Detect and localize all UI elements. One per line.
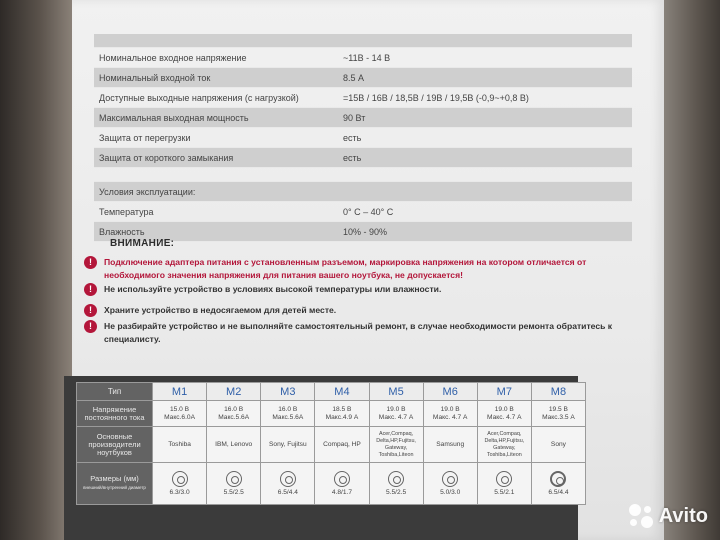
table-surface-left [0, 0, 72, 540]
exclamation-icon: ! [84, 304, 97, 317]
spec-row: Номинальное входное напряжение ~11В - 14 В [94, 48, 632, 68]
avito-watermark: Avito [627, 502, 708, 530]
table-row: Основные производители ноутбуков Toshiba IBM, Lenovo Sony, Fujitsu Compaq, HP Acer,Compaq, Delta,HP,Fujitsu, Gateway, Toshiba,Liteon Samsung Acer,Compaq, Delta,HP,Fujitsu, Gateway, Toshiba,Liteon Sony [77, 427, 586, 463]
table-row: Напряжение постоянного тока 15.0 В Макс.6.0A 16.0 В Макс.5.6A 16.0 В Макс.5.6A 18.5 В Макс.4.9 A 19.0 В Макс. 4.7 A 19.0 В Макс. 4.7 A 19.0 В Макс. 4.7 A 19.5 В Макс.3.5 A [77, 401, 586, 427]
conditions-heading: Условия эксплуатации: [94, 182, 632, 202]
dc-plug-icon [496, 471, 512, 487]
dc-plug-icon [334, 471, 350, 487]
spec-row: Доступные выходные напряжения (с нагрузкой) =15В / 16В / 18,5В / 19В / 19,5В (-0,9~+0,8 В) [94, 88, 632, 108]
spec-row: Защита от короткого замыкания есть [94, 148, 632, 168]
spec-row: Влажность 10% - 90% [94, 222, 632, 242]
table-row: Размеры (мм) внешний/внутренний диаметр 6.3/3.0 5.5/2.5 6.5/4.4 4.8/1.7 5.5/2.5 5.0/3.0 5.5/2.1 6.5/4.4 [77, 463, 586, 505]
spec-row: Защита от перегрузки есть [94, 128, 632, 148]
table-surface-right [660, 0, 720, 540]
spec-row: Температура 0° С – 40° С [94, 202, 632, 222]
avito-logo-icon [627, 502, 655, 530]
exclamation-icon: ! [84, 256, 97, 269]
exclamation-icon: ! [84, 283, 97, 296]
spec-row: Номинальный входной ток 8.5 А [94, 68, 632, 88]
dc-plug-icon [442, 471, 458, 487]
table-row: Тип M1 M2 M3 M4 M5 M6 M7 M8 [77, 383, 586, 401]
warning-item: ! Храните устройство в недосягаемом для детей месте. [84, 304, 639, 317]
warning-title: ВНИМАНИЕ: [110, 238, 175, 249]
connector-table [76, 382, 586, 505]
dc-plug-icon [280, 471, 296, 487]
dc-plug-icon [388, 471, 404, 487]
exclamation-icon: ! [84, 320, 97, 333]
dc-plug-icon [226, 471, 242, 487]
warning-item: ! Подключение адаптера питания с установленным разъемом, маркировка напряжения на котором отличается от необходимого значения напряжения для питания вашего ноутбука, не допускается! [84, 256, 639, 281]
warning-item: ! Не используйте устройство в условиях высокой температуры или влажности. [84, 283, 639, 296]
dc-plug-icon [172, 471, 188, 487]
spec-table [94, 34, 632, 242]
dc-plug-icon [550, 471, 566, 487]
warning-item: ! Не разбирайте устройство и не выполняйте самостоятельный ремонт, в случае необходимости ремонта обратитесь к специалисту. [84, 320, 654, 345]
spec-row: Максимальная выходная мощность 90 Вт [94, 108, 632, 128]
